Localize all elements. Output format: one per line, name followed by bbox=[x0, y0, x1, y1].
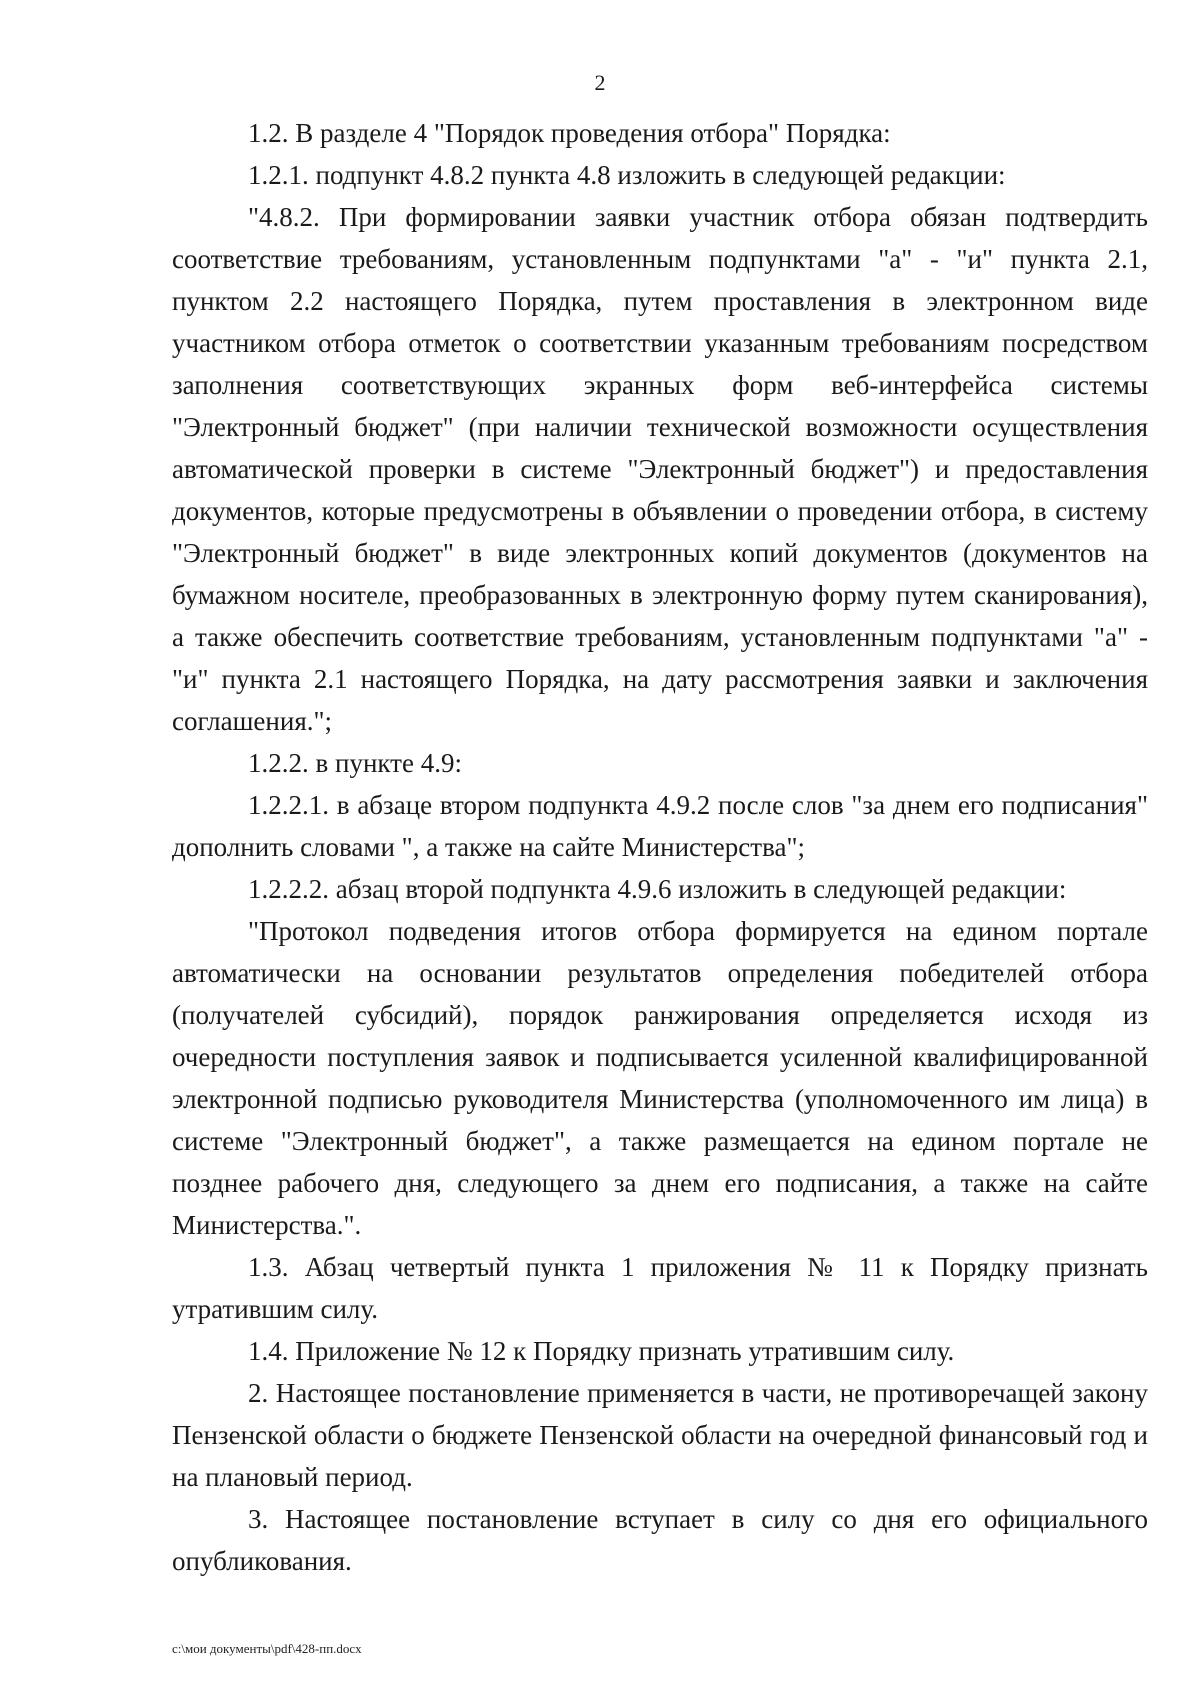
paragraph-1-2: 1.2. В разделе 4 "Порядок проведения отбора" Порядка: bbox=[248, 118, 891, 148]
paragraph-1-2-2: 1.2.2. в пункте 4.9: bbox=[248, 748, 462, 778]
page-number: 2 bbox=[594, 70, 606, 95]
footer-file-path: c:\мои документы\pdf\428-пп.docx bbox=[172, 1641, 362, 1656]
paragraph-1-2-1: 1.2.1. подпункт 4.8.2 пункта 4.8 изложить в следующей редакции: bbox=[248, 160, 1006, 190]
paragraph-1-4: 1.4. Приложение № 12 к Порядку признать утратившим силу. bbox=[248, 1336, 955, 1366]
paragraph-1-2-2-2: 1.2.2.2. абзац второй подпункта 4.9.6 изложить в следующей редакции: bbox=[248, 874, 1067, 904]
paragraph-3: 3. Настоящее постановление вступает в силу со дня его официального опубликования. bbox=[172, 1504, 1148, 1576]
document-body bbox=[172, 112, 1148, 1582]
paragraph-protocol-quote: "Протокол подведения итогов отбора формируется на едином портале автоматически на основании результатов определения победителей отбора (получателей субсидий), порядок ранжирования определяется исходя из очередности поступления заявок и подписывается усиленной квалифицированной электронной подписью руководителя Министерства (уполномоченного им лица) в системе "Электронный бюджет", а также размещается на едином портале не позднее рабочего дня, следующего за днем его подписания, а также на сайте Министерства.". bbox=[172, 916, 1148, 1240]
paragraph-1-2-2-1: 1.2.2.1. в абзаце втором подпункта 4.9.2 после слов "за днем его подписания" дополнить словами ", а также на сайте Министерства"; bbox=[172, 790, 1148, 862]
paragraph-2: 2. Настоящее постановление применяется в части, не противоречащей закону Пензенской области о бюджете Пензенской области на очередной финансовый год и на плановый период. bbox=[172, 1378, 1148, 1492]
paragraph-4-8-2-quote: "4.8.2. При формировании заявки участник отбора обязан подтвердить соответствие требованиям, установленным подпунктами "а" - "и" пункта 2.1, пунктом 2.2 настоящего Порядка, путем проставления в электронном виде участником отбора отметок о соответствии указанным требованиям посредством заполнения соответствующих экранных форм веб-интерфейса системы "Электронный бюджет" (при наличии технической возможности осуществления автоматической проверки в системе "Электронный бюджет") и предоставления документов, которые предусмотрены в объявлении о проведении отбора, в систему "Электронный бюджет" в виде электронных копий документов (документов на бумажном носителе, преобразованных в электронную форму путем сканирования), а также обеспечить соответствие требованиям, установленным подпунктами "а" - "и" пункта 2.1 настоящего Порядка, на дату рассмотрения заявки и заключения соглашения."; bbox=[172, 202, 1148, 736]
paragraph-1-3: 1.3. Абзац четвертый пункта 1 приложения № 11 к Порядку признать утратившим силу. bbox=[172, 1252, 1148, 1324]
